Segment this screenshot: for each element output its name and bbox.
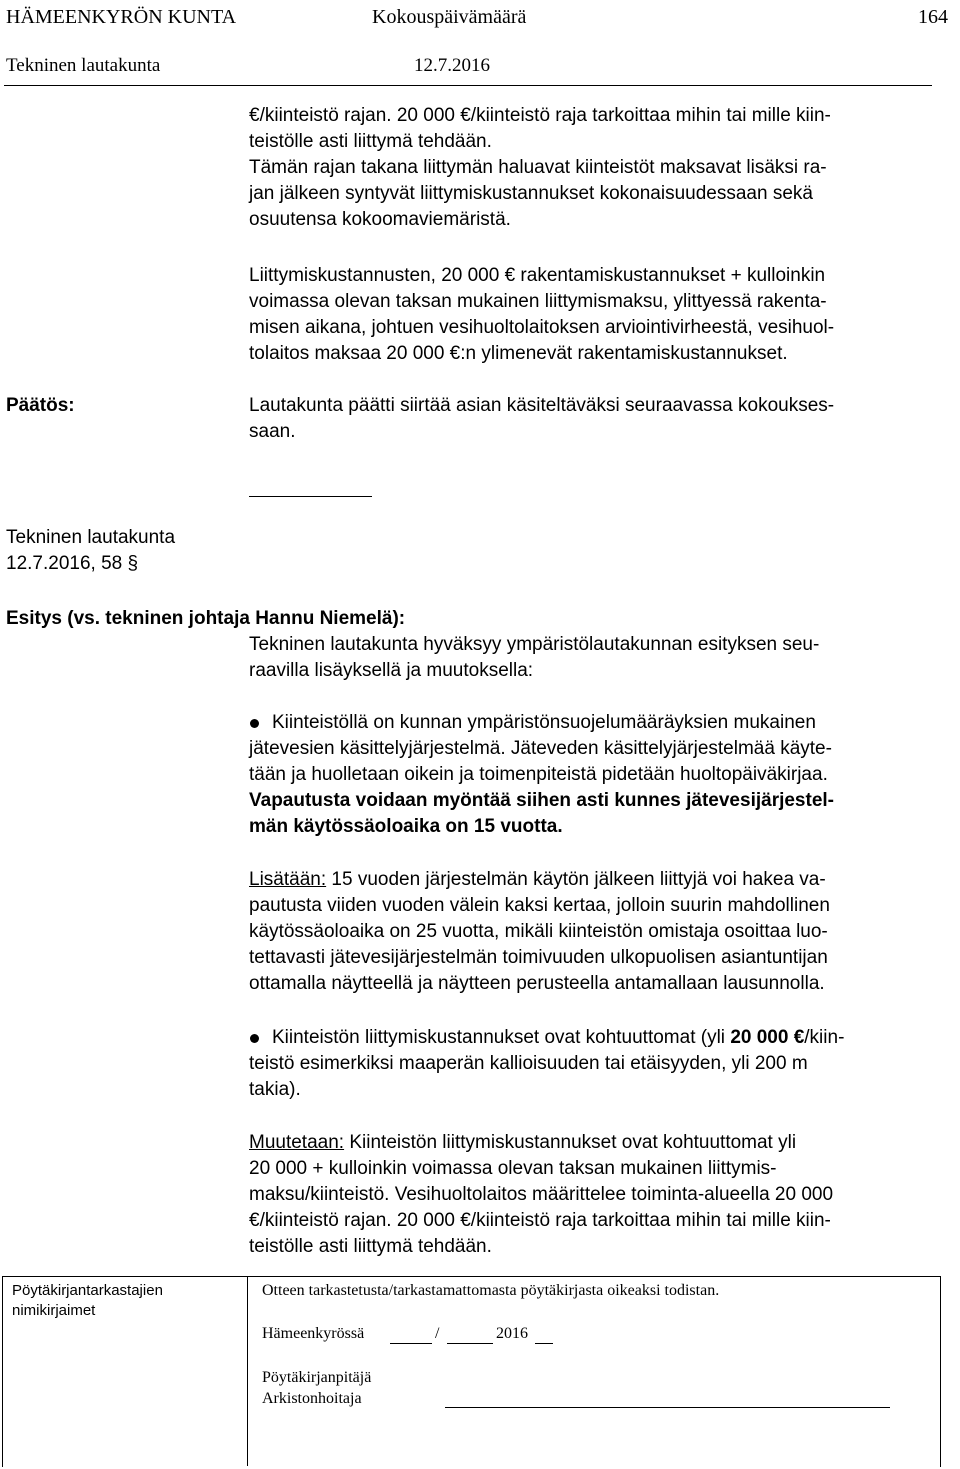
section-separator bbox=[249, 496, 372, 497]
text-line: jätevesien käsittelyjärjestelmä. Jäteveden käsittelyjärjestelmää käyte- bbox=[249, 738, 832, 759]
addition-paragraph bbox=[249, 867, 830, 997]
signature-line bbox=[445, 1407, 890, 1408]
change-label: Muutetaan: bbox=[249, 1132, 345, 1153]
bullet-icon bbox=[250, 1034, 259, 1043]
bullet-item-1-continued bbox=[249, 736, 834, 840]
text-line: €/kiinteistö rajan. 20 000 €/kiinteistö raja tarkoittaa mihin tai mille kiin- bbox=[249, 105, 831, 126]
text-line: /kiin- bbox=[804, 1027, 845, 1048]
secretary-role: Pöytäkirjanpitäjä bbox=[262, 1369, 372, 1386]
text-line: raavilla lisäyksellä ja muutoksella: bbox=[249, 660, 534, 681]
text-line-bold: män käytössäoloaika on 15 vuotta. bbox=[249, 816, 563, 837]
section-reference: 12.7.2016, 58 § bbox=[6, 553, 139, 574]
bullet-item-2 bbox=[272, 1025, 844, 1051]
text-line: takia). bbox=[249, 1079, 301, 1100]
page-number: 164 bbox=[918, 6, 948, 28]
header-divider bbox=[4, 85, 932, 86]
day-blank bbox=[390, 1343, 432, 1344]
inspectors-initials-label bbox=[12, 1281, 163, 1321]
decision-text bbox=[249, 393, 834, 445]
place: Hämeenkyrössä bbox=[262, 1325, 365, 1342]
text-line: saan. bbox=[249, 421, 296, 442]
text-line: ottamalla näytteellä ja näytteen perusteella antamallaan lausunnolla. bbox=[249, 973, 825, 994]
section-committee: Tekninen lautakunta bbox=[6, 527, 176, 548]
text-line: Pöytäkirjantarkastajien bbox=[12, 1282, 163, 1299]
text-line: osuutensa kokoomaviemäristä. bbox=[249, 209, 511, 230]
proposal-intro bbox=[249, 632, 819, 684]
text-line: teistö esimerkiksi maaperän kallioisuuden tai etäisyyden, yli 200 m bbox=[249, 1053, 808, 1074]
text-line: teistölle asti liittymä tehdään. bbox=[249, 131, 492, 152]
text-line: teistölle asti liittymä tehdään. bbox=[249, 1236, 492, 1257]
text-line: maksu/kiinteistö. Vesihuoltolaitos määrittelee toiminta-alueella 20 000 bbox=[249, 1184, 834, 1205]
meeting-date: 12.7.2016 bbox=[414, 55, 490, 76]
year: 2016 bbox=[496, 1325, 528, 1342]
text-line: Kiinteistöllä on kunnan ympäristönsuojelumääräyksien mukainen bbox=[272, 712, 816, 733]
text-line: tettavasti jätevesijärjestelmän toimivuuden ulkopuolisen asiantuntijan bbox=[249, 947, 828, 968]
addition-label: Lisätään: bbox=[249, 869, 327, 890]
proposal-label: Esitys (vs. tekninen johtaja Hannu Niemelä): bbox=[6, 608, 406, 629]
text-line: tolaitos maksaa 20 000 €:n ylimenevät rakentamiskustannukset. bbox=[249, 343, 788, 364]
municipality-name: HÄMEENKYRÖN KUNTA bbox=[6, 6, 237, 28]
archivist-role: Arkistonhoitaja bbox=[262, 1390, 362, 1407]
change-paragraph bbox=[249, 1130, 833, 1260]
text-line-bold: Vapautusta voidaan myöntää siihen asti kunnes jätevesijärjestel- bbox=[249, 790, 835, 811]
committee-name: Tekninen lautakunta bbox=[6, 55, 161, 76]
text-bold: 20 000 € bbox=[730, 1027, 805, 1048]
year-blank bbox=[535, 1343, 553, 1344]
text-line: €/kiinteistö rajan. 20 000 €/kiinteistö raja tarkoittaa mihin tai mille kiin- bbox=[249, 1210, 831, 1231]
text-line: 20 000 + kulloinkin voimassa olevan taksan mukainen liittymis- bbox=[249, 1158, 777, 1179]
meeting-date-label: Kokouspäivämäärä bbox=[372, 6, 527, 28]
text-line: Lautakunta päätti siirtää asian käsiteltäväksi seuraavassa kokoukses- bbox=[249, 395, 835, 416]
date-slash: / bbox=[435, 1325, 440, 1342]
bullet-icon bbox=[250, 719, 259, 728]
text-line: Tämän rajan takana liittymän haluavat kiinteistöt maksavat lisäksi ra- bbox=[249, 157, 827, 178]
month-blank bbox=[447, 1343, 493, 1344]
text-line: voimassa olevan taksan mukainen liittymismaksu, ylittyessä rakenta- bbox=[249, 291, 827, 312]
text-line: Kiinteistön liittymiskustannukset ovat kohtuuttomat (yli bbox=[272, 1027, 731, 1048]
bullet-item-2-continued bbox=[249, 1051, 808, 1103]
text-line: käytössäoloaika on 25 vuotta, mikäli kiinteistön omistaja osoittaa luo- bbox=[249, 921, 828, 942]
text-line: 15 vuoden järjestelmän käytön jälkeen liittyjä voi hakea va- bbox=[326, 869, 826, 890]
footer-divider bbox=[247, 1276, 248, 1466]
text-line: Kiinteistön liittymiskustannukset ovat kohtuuttomat yli bbox=[344, 1132, 797, 1153]
text-line: Liittymiskustannusten, 20 000 € rakentamiskustannukset + kulloinkin bbox=[249, 265, 826, 286]
certification-text: Otteen tarkastetusta/tarkastamattomasta pöytäkirjasta oikeaksi todistan. bbox=[262, 1282, 720, 1299]
text-line: nimikirjaimet bbox=[12, 1302, 96, 1319]
text-line: Tekninen lautakunta hyväksyy ympäristölautakunnan esityksen seu- bbox=[249, 634, 820, 655]
text-line: jan jälkeen syntyvät liittymiskustannukset kokonaisuudessaan sekä bbox=[249, 183, 813, 204]
text-line: tään ja huolletaan oikein ja toimenpiteistä pidetään huoltopäiväkirjaa. bbox=[249, 764, 828, 785]
continuation-paragraph bbox=[249, 103, 831, 233]
decision-label: Päätös: bbox=[6, 395, 75, 416]
text-line: pautusta viiden vuoden välein kaksi kertaa, jolloin suurin mahdollinen bbox=[249, 895, 830, 916]
text-line: misen aikana, johtuen vesihuoltolaitoksen arviointivirheestä, vesihuol- bbox=[249, 317, 835, 338]
cost-paragraph bbox=[249, 263, 834, 367]
bullet-item-1 bbox=[272, 710, 816, 736]
